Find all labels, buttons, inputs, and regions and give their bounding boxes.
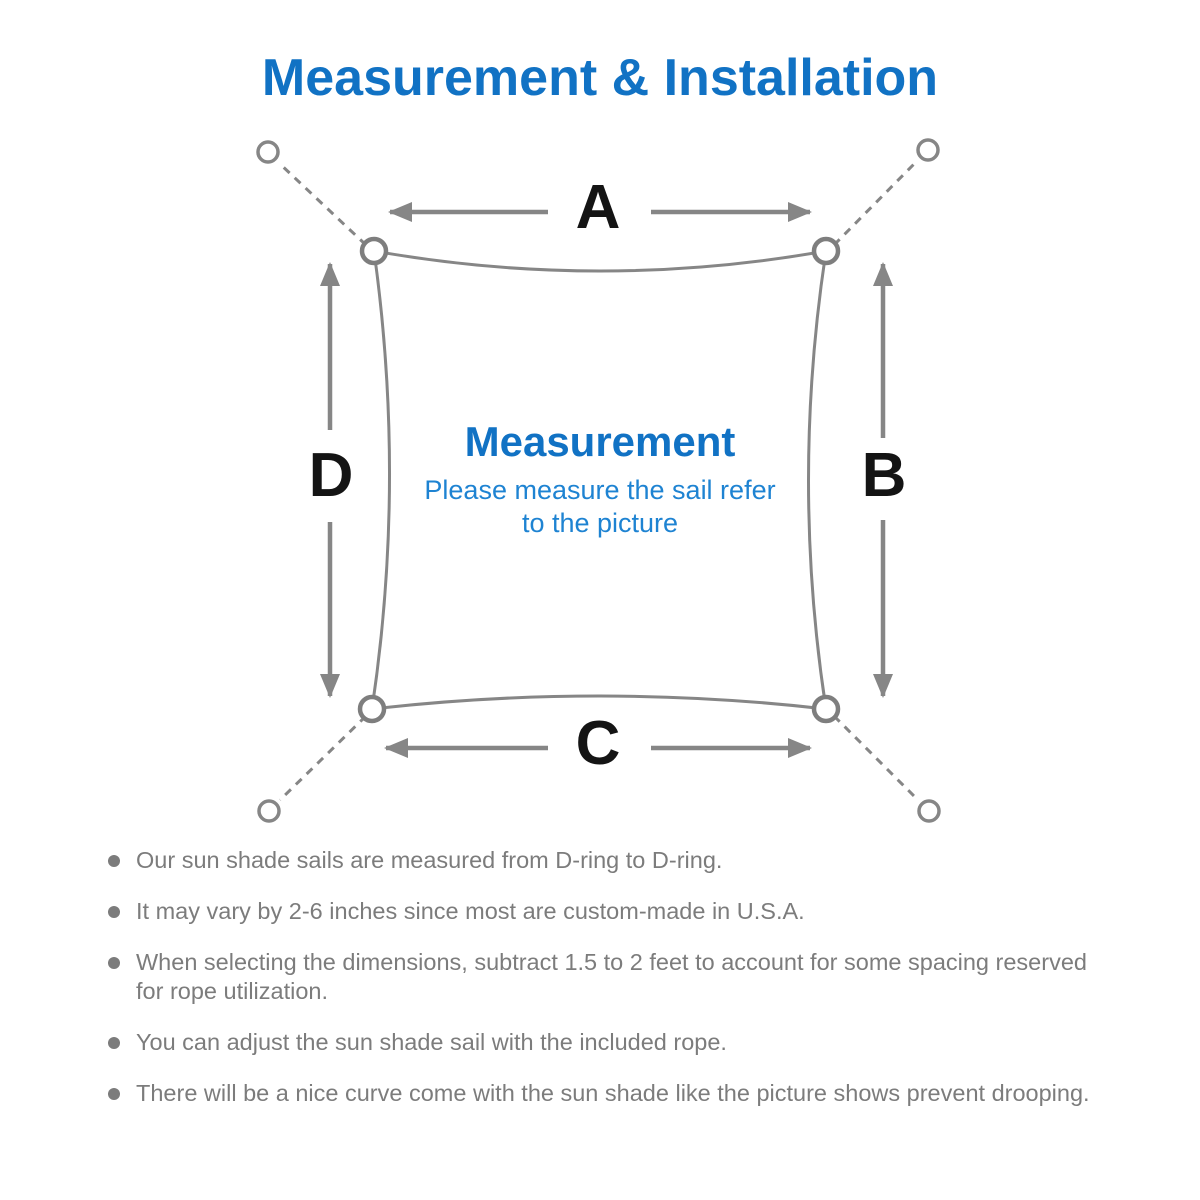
rope-dashed-line-bottom-right	[834, 716, 918, 800]
bullet-icon	[108, 957, 120, 969]
diagram-subheading-line1: Please measure the sail refer	[424, 475, 776, 506]
note-item	[108, 948, 1118, 1006]
rope-dashed-line-top-right	[834, 161, 917, 245]
note-item	[108, 1028, 1118, 1057]
rope-dashed-line-bottom-left	[280, 716, 366, 800]
dimension-label-c: C	[575, 709, 621, 778]
sail-center-text	[390, 420, 810, 540]
anchor-point-icon-top-left	[258, 142, 278, 162]
note-item	[108, 846, 1118, 875]
dimension-label-b: B	[861, 441, 907, 510]
rope-dashed-line-top-left	[279, 163, 366, 245]
dimension-label-a: A	[575, 173, 621, 242]
bullet-icon	[108, 855, 120, 867]
dimension-label-d: D	[308, 441, 354, 510]
anchor-point-icon-bottom-left	[259, 801, 279, 821]
d-ring-icon-top-right	[814, 239, 838, 263]
note-text: When selecting the dimensions, subtract 1.5 to 2 feet to account for some spacing reserved for rope utilization.	[136, 949, 1087, 1004]
note-text: There will be a nice curve come with the sun shade like the picture shows prevent drooping.	[136, 1080, 1090, 1106]
note-text: Our sun shade sails are measured from D-ring to D-ring.	[136, 847, 723, 873]
d-ring-icon-top-left	[362, 239, 386, 263]
note-item	[108, 897, 1118, 926]
bullet-icon	[108, 1037, 120, 1049]
note-text: It may vary by 2-6 inches since most are custom-made in U.S.A.	[136, 898, 805, 924]
note-text: You can adjust the sun shade sail with the included rope.	[136, 1029, 727, 1055]
diagram-subheading-line2: to the picture	[521, 508, 679, 539]
anchor-point-icon-top-right	[918, 140, 938, 160]
notes-list	[108, 846, 1118, 1130]
diagram-subheading	[390, 474, 810, 540]
bullet-icon	[108, 1088, 120, 1100]
note-item	[108, 1079, 1118, 1108]
page-title: Measurement & Installation	[261, 49, 939, 107]
bullet-icon	[108, 906, 120, 918]
anchor-point-icon-bottom-right	[919, 801, 939, 821]
diagram-heading: Measurement	[464, 418, 736, 465]
d-ring-icon-bottom-right	[814, 697, 838, 721]
d-ring-icon-bottom-left	[360, 697, 384, 721]
